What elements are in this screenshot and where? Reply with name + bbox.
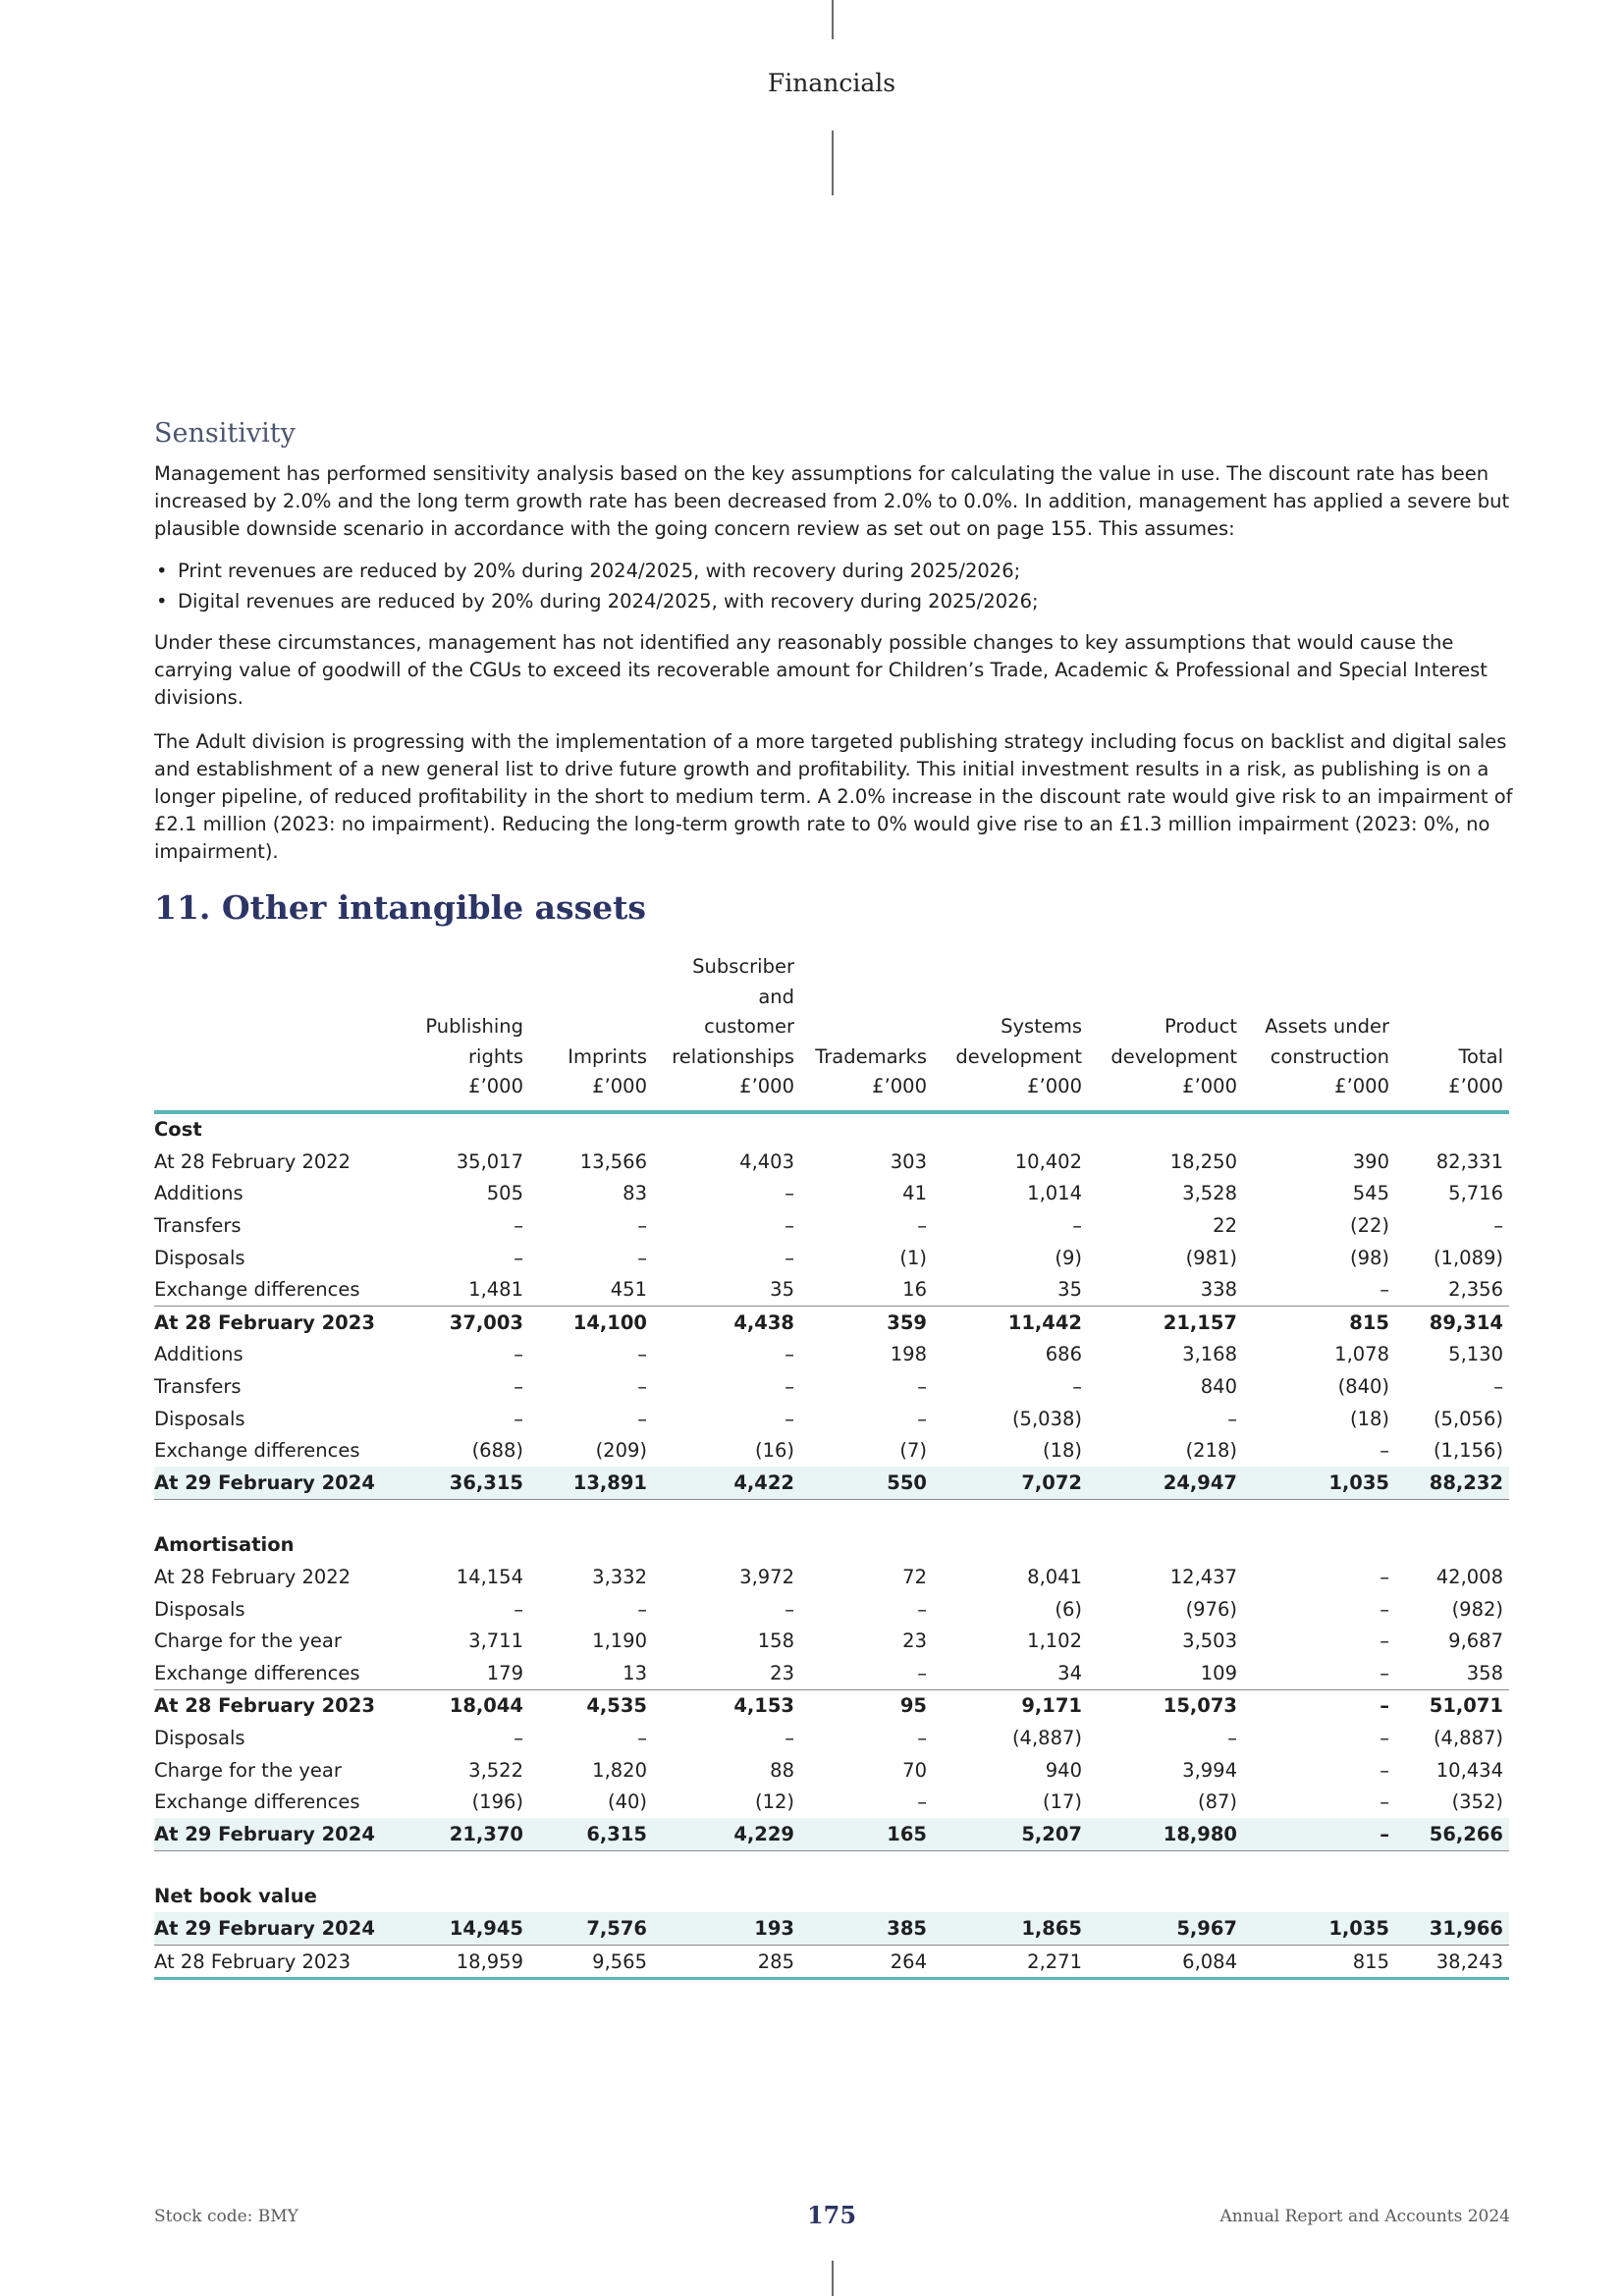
table-cell: (7) [899, 1439, 927, 1463]
sensitivity-paragraph-2: Under these circumstances, management has not identified any reasonably possible changes to key assumptions that would cause the carrying value of goodwill of the CGUs to exceed its recoverable amount for Children’s Trade, Academic & Professional and Special Interest divisions. [154, 631, 1488, 709]
table-cell: 11,442 [933, 1307, 1088, 1339]
table-cell [1243, 1850, 1395, 1881]
table-cell: 358 [1466, 1661, 1503, 1684]
table-cell: 9,171 [933, 1689, 1088, 1722]
table-cell [1243, 1529, 1395, 1562]
table-cell: 23 [770, 1661, 794, 1684]
table-cell: 165 [800, 1818, 933, 1850]
row-label: Exchange differences [154, 1439, 360, 1463]
table-cell: 1,190 [592, 1629, 647, 1653]
table-cell: – [1072, 1214, 1082, 1238]
table-cell [1088, 1529, 1243, 1562]
table-cell: – [637, 1246, 647, 1269]
intangible-assets-table [154, 952, 1509, 1980]
table-cell: (22) [1349, 1214, 1389, 1238]
table-cell: 18,980 [1088, 1818, 1243, 1850]
table-cell: 3,528 [1182, 1182, 1237, 1205]
row-label: Exchange differences [154, 1278, 360, 1302]
column-header: Systems development £’000 [933, 952, 1088, 1112]
row-label: Exchange differences [154, 1661, 360, 1684]
table-cell: (18) [1349, 1407, 1389, 1430]
column-header-label [154, 952, 406, 1112]
table-cell: 390 [1352, 1149, 1389, 1173]
table-cell: 36,315 [406, 1467, 529, 1499]
table-cell: 1,035 [1243, 1467, 1395, 1499]
table-cell [1395, 1499, 1509, 1529]
row-label [154, 1850, 406, 1881]
table-cell: (12) [754, 1790, 794, 1814]
table-cell: (1) [899, 1246, 927, 1269]
table-cell: 1,820 [592, 1758, 647, 1782]
table-cell [406, 1112, 529, 1147]
table-cell: (976) [1185, 1597, 1237, 1621]
table-cell: (982) [1451, 1597, 1503, 1621]
table-cell: – [1380, 1566, 1389, 1589]
table-cell: – [1493, 1375, 1503, 1399]
table-cell: – [1243, 1689, 1395, 1722]
table-cell: 89,314 [1395, 1307, 1509, 1339]
column-header: Trademarks £’000 [800, 952, 933, 1112]
table-cell: – [785, 1726, 794, 1749]
table-cell [529, 1850, 653, 1881]
table-cell: – [1243, 1818, 1395, 1850]
table-cell: 303 [890, 1149, 927, 1173]
table-cell [529, 1881, 653, 1913]
table-cell: 815 [1243, 1307, 1395, 1339]
row-label [154, 1499, 406, 1529]
table-cell: 179 [486, 1661, 523, 1684]
table-cell: (1,089) [1433, 1246, 1503, 1269]
table-cell: – [514, 1407, 523, 1430]
table-cell: 4,422 [653, 1467, 800, 1499]
table-cell [406, 1529, 529, 1562]
table-cell [800, 1850, 933, 1881]
table-row [154, 1467, 1509, 1499]
table-cell: 37,003 [406, 1307, 529, 1339]
row-label: Charge for the year [154, 1758, 342, 1782]
table-cell: (352) [1451, 1790, 1503, 1814]
assumption-item: • Digital revenues are reduced by 20% during 2024/2025, with recovery during 2025/2026; [154, 586, 1519, 616]
table-cell: 4,153 [653, 1689, 800, 1722]
table-cell [933, 1850, 1088, 1881]
table-cell [653, 1499, 800, 1529]
table-cell: 3,711 [468, 1629, 523, 1653]
table-body [154, 1112, 1509, 1979]
table-cell: – [1380, 1726, 1389, 1749]
table-cell [529, 1529, 653, 1562]
table-row [154, 1657, 1509, 1689]
table-cell: 338 [1200, 1278, 1237, 1302]
table-cell [1088, 1881, 1243, 1913]
table-cell: – [785, 1214, 794, 1238]
row-label: Transfers [154, 1214, 242, 1238]
row-label: Disposals [154, 1726, 245, 1749]
table-cell: – [1380, 1629, 1389, 1653]
table-cell: – [637, 1726, 647, 1749]
table-cell [800, 1529, 933, 1562]
table-row [154, 1722, 1509, 1754]
sensitivity-paragraph-3: The Adult division is progressing with the implementation of a more targeted publishing strategy including focus on backlist and digital sales and establishment of a new general list to drive future growth and profitability. This initial investment results in a risk, as publishing is on a longer pipeline, of reduced profitability in the short to medium term. A 2.0% increase in the discount rate would give risk to an impairment of £2.1 million (2023: no impairment). Reducing the long-term growth rate to 0% would give rise to an £1.3 million impairment (2023: 0%, no impairment). [154, 730, 1513, 863]
row-label: At 29 February 2024 [154, 1912, 406, 1945]
table-row [154, 1112, 1509, 1147]
table-cell: 1,014 [1027, 1182, 1082, 1205]
table-cell: (209) [595, 1439, 647, 1463]
table-cell: 10,402 [1014, 1149, 1082, 1173]
table-cell [653, 1850, 800, 1881]
table-cell: 38,243 [1395, 1945, 1509, 1979]
table-cell: 34 [1057, 1661, 1082, 1684]
table-cell: – [785, 1407, 794, 1430]
table-cell: 4,229 [653, 1818, 800, 1850]
table-cell: 14,945 [406, 1912, 529, 1945]
table-cell: 2,356 [1448, 1278, 1503, 1302]
header-divider-line [832, 131, 834, 195]
table-cell: 83 [623, 1182, 647, 1205]
table-cell: (87) [1197, 1790, 1237, 1814]
table-cell: (40) [607, 1790, 647, 1814]
table-cell: 3,503 [1182, 1629, 1237, 1653]
table-cell: 35 [770, 1278, 794, 1302]
table-cell: 550 [800, 1467, 933, 1499]
table-cell: (218) [1185, 1439, 1237, 1463]
table-cell: 193 [653, 1912, 800, 1945]
table-cell: 21,370 [406, 1818, 529, 1850]
table-cell: 5,967 [1088, 1912, 1243, 1945]
table-row [154, 1561, 1509, 1593]
table-cell: 9,565 [529, 1945, 653, 1979]
sensitivity-paragraph-1: Management has performed sensitivity analysis based on the key assumptions for calculating the value in use. The discount rate has been increased by 2.0% and the long term growth rate has been decreased from 2.0% to 0.0%. In addition, management has applied a severe but plausible downside scenario in accordance with the going concern review as set out on page 155. This assumes: [154, 462, 1510, 540]
table-cell: 1,865 [933, 1912, 1088, 1945]
table-cell: – [514, 1726, 523, 1749]
table-cell: 22 [1213, 1214, 1237, 1238]
table-cell: – [785, 1182, 794, 1205]
row-label: Transfers [154, 1375, 242, 1399]
table-cell: 6,084 [1088, 1945, 1243, 1979]
column-header: Imprints £’000 [529, 952, 653, 1112]
table-cell [1088, 1850, 1243, 1881]
table-cell: 88,232 [1395, 1467, 1509, 1499]
row-label: At 29 February 2024 [154, 1467, 406, 1499]
table-cell: 1,102 [1027, 1629, 1082, 1653]
table-row [154, 1689, 1509, 1722]
table-row [154, 1339, 1509, 1371]
table-cell: – [785, 1246, 794, 1269]
table-cell: – [785, 1375, 794, 1399]
table-row [154, 1403, 1509, 1435]
row-label: Amortisation [154, 1533, 295, 1557]
table-cell: 7,576 [529, 1912, 653, 1945]
table-row [154, 1273, 1509, 1306]
table-cell: 940 [1045, 1758, 1082, 1782]
table-cell: – [637, 1597, 647, 1621]
table-cell: 70 [902, 1758, 927, 1782]
table-cell [653, 1529, 800, 1562]
table-cell: – [1493, 1214, 1503, 1238]
table-cell: 3,332 [592, 1566, 647, 1589]
table-cell: 24,947 [1088, 1467, 1243, 1499]
table-cell: 109 [1200, 1661, 1237, 1684]
table-cell: – [917, 1375, 927, 1399]
table-cell: – [917, 1407, 927, 1430]
table-cell: 82,331 [1435, 1149, 1503, 1173]
table-row [154, 1307, 1509, 1339]
table-cell [933, 1881, 1088, 1913]
table-cell: 451 [610, 1278, 647, 1302]
table-cell: – [637, 1375, 647, 1399]
table-cell: 21,157 [1088, 1307, 1243, 1339]
row-label: At 28 February 2022 [154, 1149, 352, 1173]
table-cell: 1,035 [1243, 1912, 1395, 1945]
stock-code: Stock code: BMY [154, 2207, 298, 2226]
top-divider-line [832, 0, 834, 39]
table-cell: 41 [902, 1182, 927, 1205]
table-cell: 14,100 [529, 1307, 653, 1339]
table-cell: 10,434 [1435, 1758, 1503, 1782]
table-row [154, 1912, 1509, 1945]
row-label: At 29 February 2024 [154, 1818, 406, 1850]
report-title: Annual Report and Accounts 2024 [1219, 2207, 1510, 2226]
table-cell: 56,266 [1395, 1818, 1509, 1850]
table-cell: – [1072, 1375, 1082, 1399]
table-row [154, 1881, 1509, 1913]
table-cell: (1,156) [1433, 1439, 1503, 1463]
table-cell [1395, 1112, 1509, 1147]
table-cell: – [1380, 1758, 1389, 1782]
table-cell: 9,687 [1448, 1629, 1503, 1653]
table-cell: (16) [754, 1439, 794, 1463]
table-cell: 18,044 [406, 1689, 529, 1722]
table-cell: (5,038) [1011, 1407, 1082, 1430]
table-cell: 51,071 [1395, 1689, 1509, 1722]
table-header-row [154, 952, 1509, 1112]
table-cell: 18,959 [406, 1945, 529, 1979]
row-label: Cost [154, 1118, 202, 1142]
table-cell: 72 [902, 1566, 927, 1589]
table-row [154, 1529, 1509, 1562]
column-header: Assets under construction £’000 [1243, 952, 1395, 1112]
table-cell: 505 [486, 1182, 523, 1205]
table-cell [406, 1881, 529, 1913]
table-row [154, 1786, 1509, 1818]
table-cell: 5,207 [933, 1818, 1088, 1850]
table-cell: 6,315 [529, 1818, 653, 1850]
table-cell: 7,072 [933, 1467, 1088, 1499]
table-cell: 35 [1057, 1278, 1082, 1302]
table-cell: 1,481 [468, 1278, 523, 1302]
table-cell: 12,437 [1169, 1566, 1237, 1589]
table-row [154, 1209, 1509, 1242]
table-cell: – [917, 1790, 927, 1814]
assumptions-list [154, 556, 1519, 616]
table-cell: – [1380, 1661, 1389, 1684]
table-cell: 18,250 [1169, 1149, 1237, 1173]
table-cell: 13,566 [579, 1149, 647, 1173]
table-cell [653, 1112, 800, 1147]
table-cell: – [1380, 1439, 1389, 1463]
row-label: Additions [154, 1343, 244, 1366]
table-cell [406, 1850, 529, 1881]
table-cell: – [785, 1343, 794, 1366]
table-cell [1088, 1499, 1243, 1529]
table-cell: (840) [1337, 1375, 1389, 1399]
table-cell: – [1380, 1278, 1389, 1302]
table-cell: 3,994 [1182, 1758, 1237, 1782]
table-cell: 13 [623, 1661, 647, 1684]
row-label: At 28 February 2023 [154, 1945, 406, 1979]
table-cell [1243, 1112, 1395, 1147]
table-cell: – [637, 1407, 647, 1430]
table-cell: 15,073 [1088, 1689, 1243, 1722]
table-cell: 3,522 [468, 1758, 523, 1782]
row-label: Disposals [154, 1597, 245, 1621]
table-cell: (9) [1055, 1246, 1082, 1269]
table-cell: 5,716 [1448, 1182, 1503, 1205]
table-row [154, 1499, 1509, 1529]
column-header: Product development £’000 [1088, 952, 1243, 1112]
table-cell: (17) [1042, 1790, 1082, 1814]
table-cell: 95 [800, 1689, 933, 1722]
table-cell: – [917, 1214, 927, 1238]
table-cell: 88 [770, 1758, 794, 1782]
table-cell: 385 [800, 1912, 933, 1945]
table-cell: (98) [1349, 1246, 1389, 1269]
table-cell: 23 [902, 1629, 927, 1653]
table-cell: (18) [1042, 1439, 1082, 1463]
row-label: At 28 February 2022 [154, 1566, 352, 1589]
table-cell: (981) [1185, 1246, 1237, 1269]
table-cell: 840 [1200, 1375, 1237, 1399]
table-cell: – [917, 1726, 927, 1749]
table-row [154, 1242, 1509, 1274]
table-cell: (196) [471, 1790, 523, 1814]
table-cell: 158 [757, 1629, 794, 1653]
table-cell: 4,403 [739, 1149, 794, 1173]
table-cell: – [785, 1597, 794, 1621]
sensitivity-heading: Sensitivity [154, 418, 296, 449]
table-cell: 3,972 [739, 1566, 794, 1589]
row-label: At 28 February 2023 [154, 1689, 406, 1722]
table-cell [933, 1112, 1088, 1147]
table-row [154, 1945, 1509, 1979]
table-cell: – [514, 1214, 523, 1238]
table-cell [800, 1112, 933, 1147]
table-cell [933, 1529, 1088, 1562]
table-row [154, 1818, 1509, 1850]
table-cell: 2,271 [933, 1945, 1088, 1979]
table-cell: 31,966 [1395, 1912, 1509, 1945]
table-cell: 42,008 [1435, 1566, 1503, 1589]
row-label: Exchange differences [154, 1790, 360, 1814]
table-row [154, 1754, 1509, 1787]
table-cell: 4,535 [529, 1689, 653, 1722]
table-cell [1395, 1850, 1509, 1881]
table-cell: 545 [1352, 1182, 1389, 1205]
table-cell: 3,168 [1182, 1343, 1237, 1366]
table-cell: (4,887) [1011, 1726, 1082, 1749]
table-cell: – [917, 1661, 927, 1684]
table-cell: 8,041 [1027, 1566, 1082, 1589]
table-row [154, 1370, 1509, 1403]
table-cell [1243, 1499, 1395, 1529]
column-header: Subscriber and customer relationships £’000 [653, 952, 800, 1112]
table-cell: – [637, 1214, 647, 1238]
row-label: Net book value [154, 1885, 317, 1908]
table-cell: – [1380, 1790, 1389, 1814]
table-cell: (4,887) [1433, 1726, 1503, 1749]
row-label: At 28 February 2023 [154, 1307, 406, 1339]
row-label: Disposals [154, 1246, 245, 1269]
table-cell: (6) [1055, 1597, 1082, 1621]
table-cell: 686 [1045, 1343, 1082, 1366]
table-cell [933, 1499, 1088, 1529]
table-cell: – [514, 1246, 523, 1269]
assumption-item: • Print revenues are reduced by 20% during 2024/2025, with recovery during 2025/2026; [154, 556, 1519, 586]
table-cell: 35,017 [456, 1149, 523, 1173]
table-cell: (5,056) [1433, 1407, 1503, 1430]
table-row [154, 1146, 1509, 1178]
column-header: Total £’000 [1395, 952, 1509, 1112]
table-cell: – [1227, 1407, 1237, 1430]
table-cell: 16 [902, 1278, 927, 1302]
table-cell [1243, 1881, 1395, 1913]
table-cell [1395, 1529, 1509, 1562]
bottom-divider-line [832, 2261, 834, 2296]
table-cell: – [514, 1343, 523, 1366]
row-label: Additions [154, 1182, 244, 1205]
row-label: Charge for the year [154, 1629, 342, 1653]
table-cell: 198 [890, 1343, 927, 1366]
table-cell [800, 1881, 933, 1913]
table-cell: 14,154 [456, 1566, 523, 1589]
table-cell: 285 [653, 1945, 800, 1979]
table-cell: – [637, 1343, 647, 1366]
table-cell: 815 [1243, 1945, 1395, 1979]
table-row [154, 1850, 1509, 1881]
table-cell [800, 1499, 933, 1529]
section-heading: 11. Other intangible assets [154, 888, 646, 927]
table-row [154, 1178, 1509, 1210]
page-number: 175 [806, 2201, 857, 2229]
table-cell: – [514, 1375, 523, 1399]
table-cell: – [1380, 1597, 1389, 1621]
table-cell: 264 [800, 1945, 933, 1979]
column-header: Publishing rights £’000 [406, 952, 529, 1112]
table-row [154, 1625, 1509, 1657]
section-label: Financials [767, 69, 896, 97]
table-cell: 4,438 [653, 1307, 800, 1339]
table-cell: – [917, 1597, 927, 1621]
table-cell: 5,130 [1448, 1343, 1503, 1366]
table-row [154, 1434, 1509, 1467]
table-cell: – [514, 1597, 523, 1621]
table-cell [1395, 1881, 1509, 1913]
table-cell: – [1227, 1726, 1237, 1749]
table-row [154, 1593, 1509, 1626]
table-cell [529, 1112, 653, 1147]
table-cell [529, 1499, 653, 1529]
table-cell: 1,078 [1334, 1343, 1389, 1366]
table-cell: 13,891 [529, 1467, 653, 1499]
table-cell [406, 1499, 529, 1529]
table-cell [1088, 1112, 1243, 1147]
table-cell [653, 1881, 800, 1913]
table-cell: 359 [800, 1307, 933, 1339]
row-label: Disposals [154, 1407, 245, 1430]
table-cell: (688) [471, 1439, 523, 1463]
